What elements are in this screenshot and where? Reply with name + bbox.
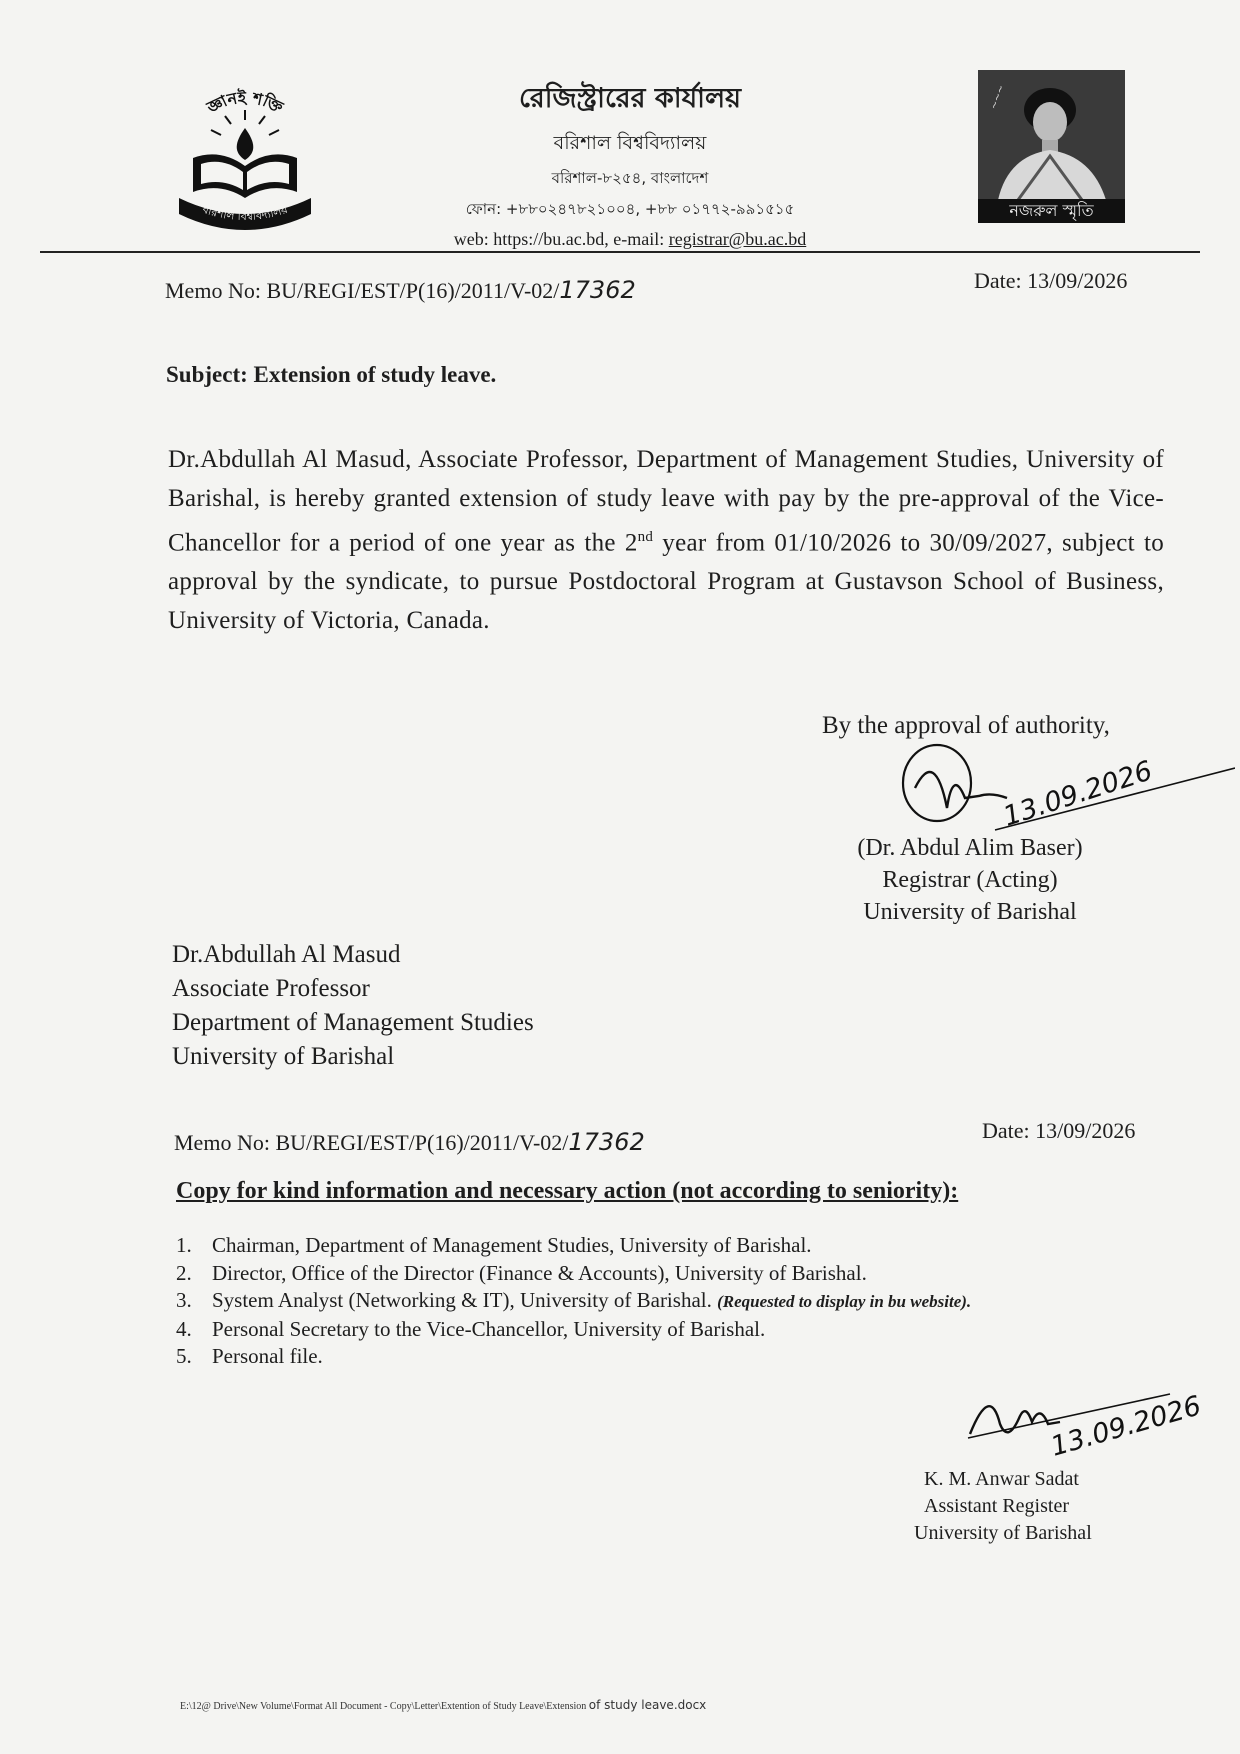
footer-file-path (180, 1698, 706, 1712)
registrar-signature-date: 13.09.2026 (999, 755, 1157, 833)
office-title: রেজিস্ট্রারের কার্যালয় (518, 83, 742, 114)
list-item (176, 1316, 971, 1344)
addressee-department: Department of Management Studies (172, 1009, 534, 1036)
memo-prefix: Memo No: BU/REGI/EST/P(16)/2011/V-02/ (165, 278, 560, 303)
body-part1: Dr.Abdullah Al Masud, Associate Professor, Department of Management Studies, University of Barishal, is hereby granted extension of study leave with pay by the pre-approval of the Vice-Chancellor for a period of one year as the 2 (168, 446, 1164, 557)
memo-number-bottom (174, 1128, 645, 1156)
memo-date-top: Date: 13/09/2026 (974, 268, 1128, 293)
list-item-number: 3. (176, 1288, 192, 1312)
letter-body (168, 440, 1164, 640)
list-item (176, 1287, 971, 1316)
memo-handwritten-number: 17362 (568, 1128, 645, 1156)
body-superscript: nd (637, 529, 654, 545)
university-logo (175, 80, 315, 230)
list-item-note: (Requested to display in bu website). (717, 1292, 972, 1311)
list-item-text: Personal file. (212, 1344, 323, 1368)
memo-number-top (165, 276, 636, 304)
addressee-block (172, 938, 534, 1074)
assistant-registrar-org: University of Barishal (914, 1522, 1092, 1544)
web-prefix: web: https://bu.ac.bd, e-mail: (453, 229, 669, 249)
list-item-text: System Analyst (Networking & IT), University of Barishal. (212, 1288, 712, 1312)
assistant-registrar-name: K. M. Anwar Sadat (924, 1468, 1079, 1490)
addressee-org: University of Barishal (172, 1043, 395, 1070)
body-part2: year from 01/10/2026 to 30/09/2027, subject to approval by the syndicate, to pursue Postdoctoral Program at Gustavson School of Business, University of Victoria, Canada. (168, 529, 1164, 635)
logo-arc-text: জ্ঞানই শক্তি (203, 87, 287, 117)
assistant-registrar-signature (960, 1364, 1210, 1469)
email-link[interactable]: registrar@bu.ac.bd (668, 229, 807, 249)
office-phone: ফোন: +৮৮০২৪৭৮২১০০৪, +৮৮ ০১৭৭২-৯৯১৫১৫ (465, 200, 795, 218)
memo-handwritten-number: 17362 (559, 276, 636, 304)
approval-line: By the approval of authority, (822, 712, 1110, 739)
office-web (440, 229, 820, 250)
assistant-registrar-signature-date: 13.09.2026 (1047, 1390, 1205, 1463)
memo-prefix: Memo No: BU/REGI/EST/P(16)/2011/V-02/ (174, 1130, 569, 1155)
office-address: বরিশাল-৮২৫৪, বাংলাদেশ (551, 169, 709, 187)
portrait-image (978, 70, 1125, 223)
list-item-number: 5. (176, 1344, 192, 1368)
list-item-text: Personal Secretary to the Vice-Chancellor, University of Barishal. (212, 1316, 766, 1341)
copy-list (176, 1232, 971, 1371)
letterhead (440, 78, 820, 250)
list-item-number: 4. (176, 1316, 192, 1341)
assistant-registrar-block (908, 1466, 1092, 1547)
assistant-registrar-title: Assistant Register (924, 1495, 1069, 1517)
footer-path-small: E:\12@ Drive\New Volume\Format All Document - Copy\Letter\Extention of Study Leave\Extension (180, 1701, 589, 1712)
list-item (176, 1343, 971, 1371)
svg-text:~~~: ~~~ (988, 83, 1008, 112)
list-item-text: Chairman, Department of Management Studies, University of Barishal. (212, 1233, 812, 1257)
portrait-caption: নজরুল স্মৃতি (978, 199, 1125, 223)
list-item-text: Director, Office of the Director (Finance & Accounts), University of Barishal. (212, 1260, 867, 1285)
registrar-block (830, 832, 1110, 928)
registrar-title: Registrar (Acting) (882, 867, 1058, 893)
list-item (176, 1232, 971, 1260)
footer-path-filename: of study leave.docx (588, 1698, 707, 1712)
header-divider (40, 251, 1200, 253)
list-item-number: 2. (176, 1260, 192, 1285)
addressee-designation: Associate Professor (172, 975, 370, 1002)
addressee-name: Dr.Abdullah Al Masud (172, 941, 401, 968)
list-item-number: 1. (176, 1233, 192, 1257)
list-item (176, 1260, 971, 1288)
memo-date-bottom: Date: 13/09/2026 (982, 1118, 1136, 1143)
university-name: বরিশাল বিশ্ববিদ্যালয় (553, 132, 707, 154)
logo-banner-text: বরিশাল বিশ্ববিদ্যালয় (200, 202, 290, 224)
subject-line: Subject: Extension of study leave. (166, 362, 497, 387)
copy-heading: Copy for kind information and necessary action (not according to seniority): (176, 1178, 959, 1204)
registrar-name: (Dr. Abdul Alim Baser) (857, 835, 1083, 861)
registrar-org: University of Barishal (863, 899, 1077, 925)
